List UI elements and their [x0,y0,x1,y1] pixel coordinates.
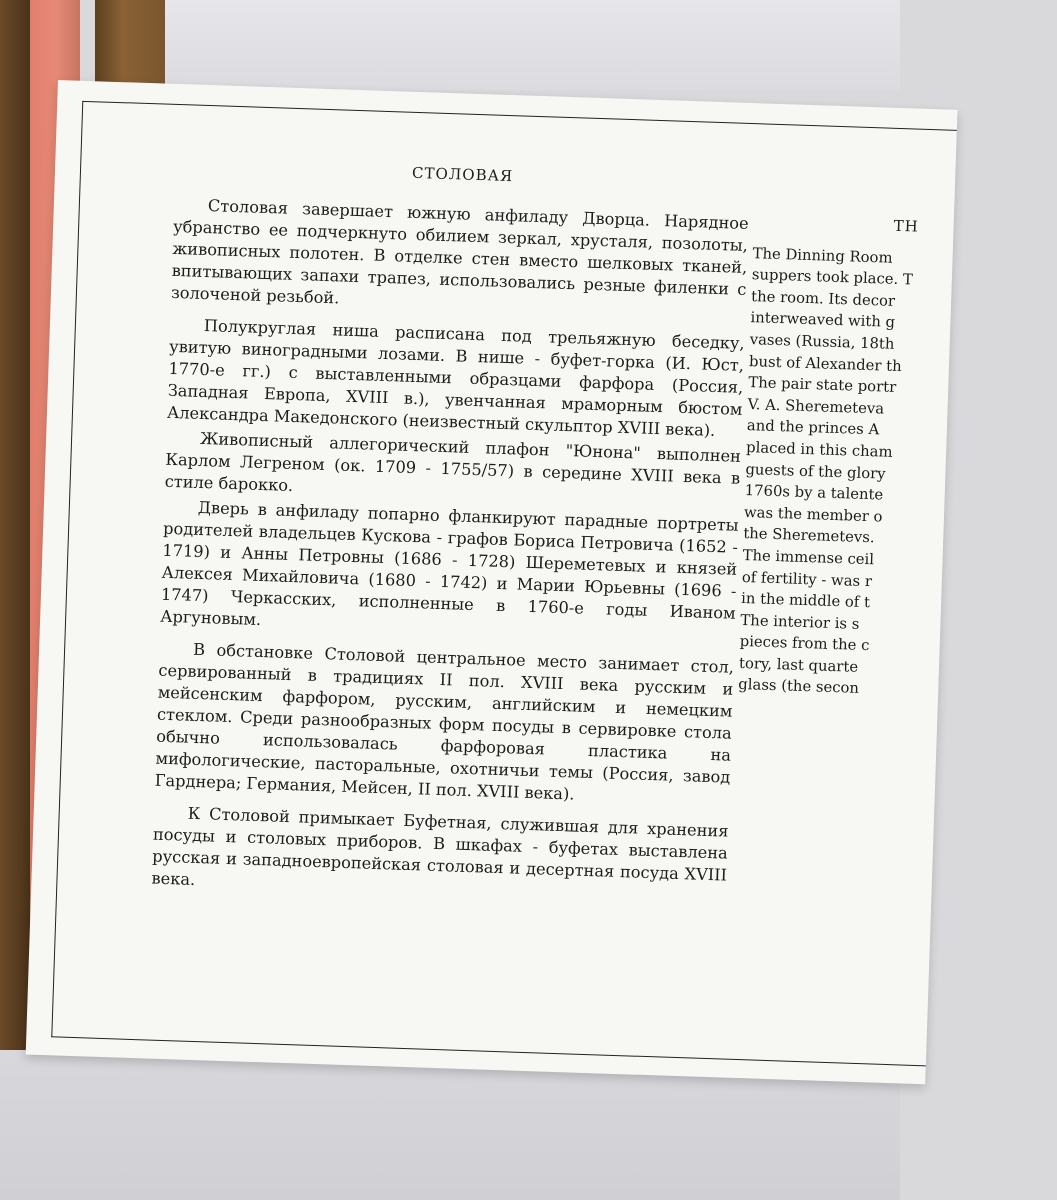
paragraph-table: В обстановке Столовой центральное место занимает стол, сервированный в традициях II пол. XVIII века русским и мейсенским фарфором, русским, английским и немецким стеклом. Среди разнообразных форм посуды в сервировке стола обычно использовалась фарфоровая пластика на мифологические, пасторальные, охотничьи темы (Россия, завод Гарднера; Германия, Мейсен, II пол. XVIII века). [154,639,735,804]
english-line: the Sheremetevs. [743,525,875,547]
english-line: tory, last quarte [738,654,859,676]
english-text-column [738,211,1054,706]
frame-lip [0,0,30,1200]
english-lines [738,243,1053,706]
english-line: was the member o [743,503,883,526]
background-top [165,0,900,90]
english-line: vases (Russia, 18th [749,331,895,353]
info-card [26,80,958,1084]
english-line: glass (the secon [738,676,860,698]
english-line: 1760s by a talente [744,482,884,504]
english-line: The pair state portr [748,374,897,397]
english-line: pieces from the c [739,633,870,655]
english-line: The Dinning Room [752,244,893,267]
english-title: TH [893,216,920,236]
paragraph-niche: Полукруглая ниша расписана под трельяжную беседку, увитую виноградными лозами. В нише - буфет-горка (И. Юст, 1770-е гг.) с выставленными образцами фарфора (Россия, Западная Европа, XVIII в.), увенчанная мраморным бюстом Александра Македонского (неизвестный скульптор XVIII века). [166,315,745,440]
russian-text-column [151,154,750,912]
english-line: The interior is s [740,611,860,633]
english-line: bust of Alexander th [748,352,902,375]
english-line: V. A. Sheremeteva [747,395,885,418]
russian-title: СТОЛОВАЯ [411,163,514,186]
english-line: in the middle of t [740,590,871,612]
english-line: suppers took place. T [751,266,914,289]
paragraph-buffet: К Столовой примыкает Буфетная, служившая для хранения посуды и столовых приборов. В шкафах - буфетах выставлена русская и западноевропейская столовая и десертная посуда XVIII века. [151,803,729,889]
english-line: and the princes A [746,417,880,439]
paragraph-portraits: Дверь в анфиладу попарно фланкируют парадные портреты родителей владельцев Кускова - графов Бориса Петровича (1652 - 1719) и Анны Петровны (1686 - 1728) Шереметевых и князей Алексея Михайловича (1680 - 1742) и Марии Юрьевны (1696 - 1747) Черкасских, исполненные в 1760-е годы Иваном Аргуновым. [159,497,739,630]
english-line: interweaved with g [750,309,896,332]
english-line: guests of the glory [745,460,886,483]
english-line: of fertility - was r [741,568,873,590]
paragraph-plafond: Живописный аллегорический плафон "Юнона" выполнен Карлом Легреном (ок. 1709 - 1755/57) в середине XVIII века в стиле барокко. [164,428,742,496]
english-line: placed in this cham [745,438,893,461]
english-line: The immense ceil [742,546,875,569]
english-line: the room. Its decor [750,287,896,310]
paragraph-intro: Столовая завершает южную анфиладу Дворца. Нарядное убранство ее подчеркнуто обилием зеркал, хрусталя, позолоты, живописных полотен. В отделке стен вместо шелковых тканей, впитывающих запахи трапез, использовались резные филенки с золоченой резьбой. [170,196,749,308]
